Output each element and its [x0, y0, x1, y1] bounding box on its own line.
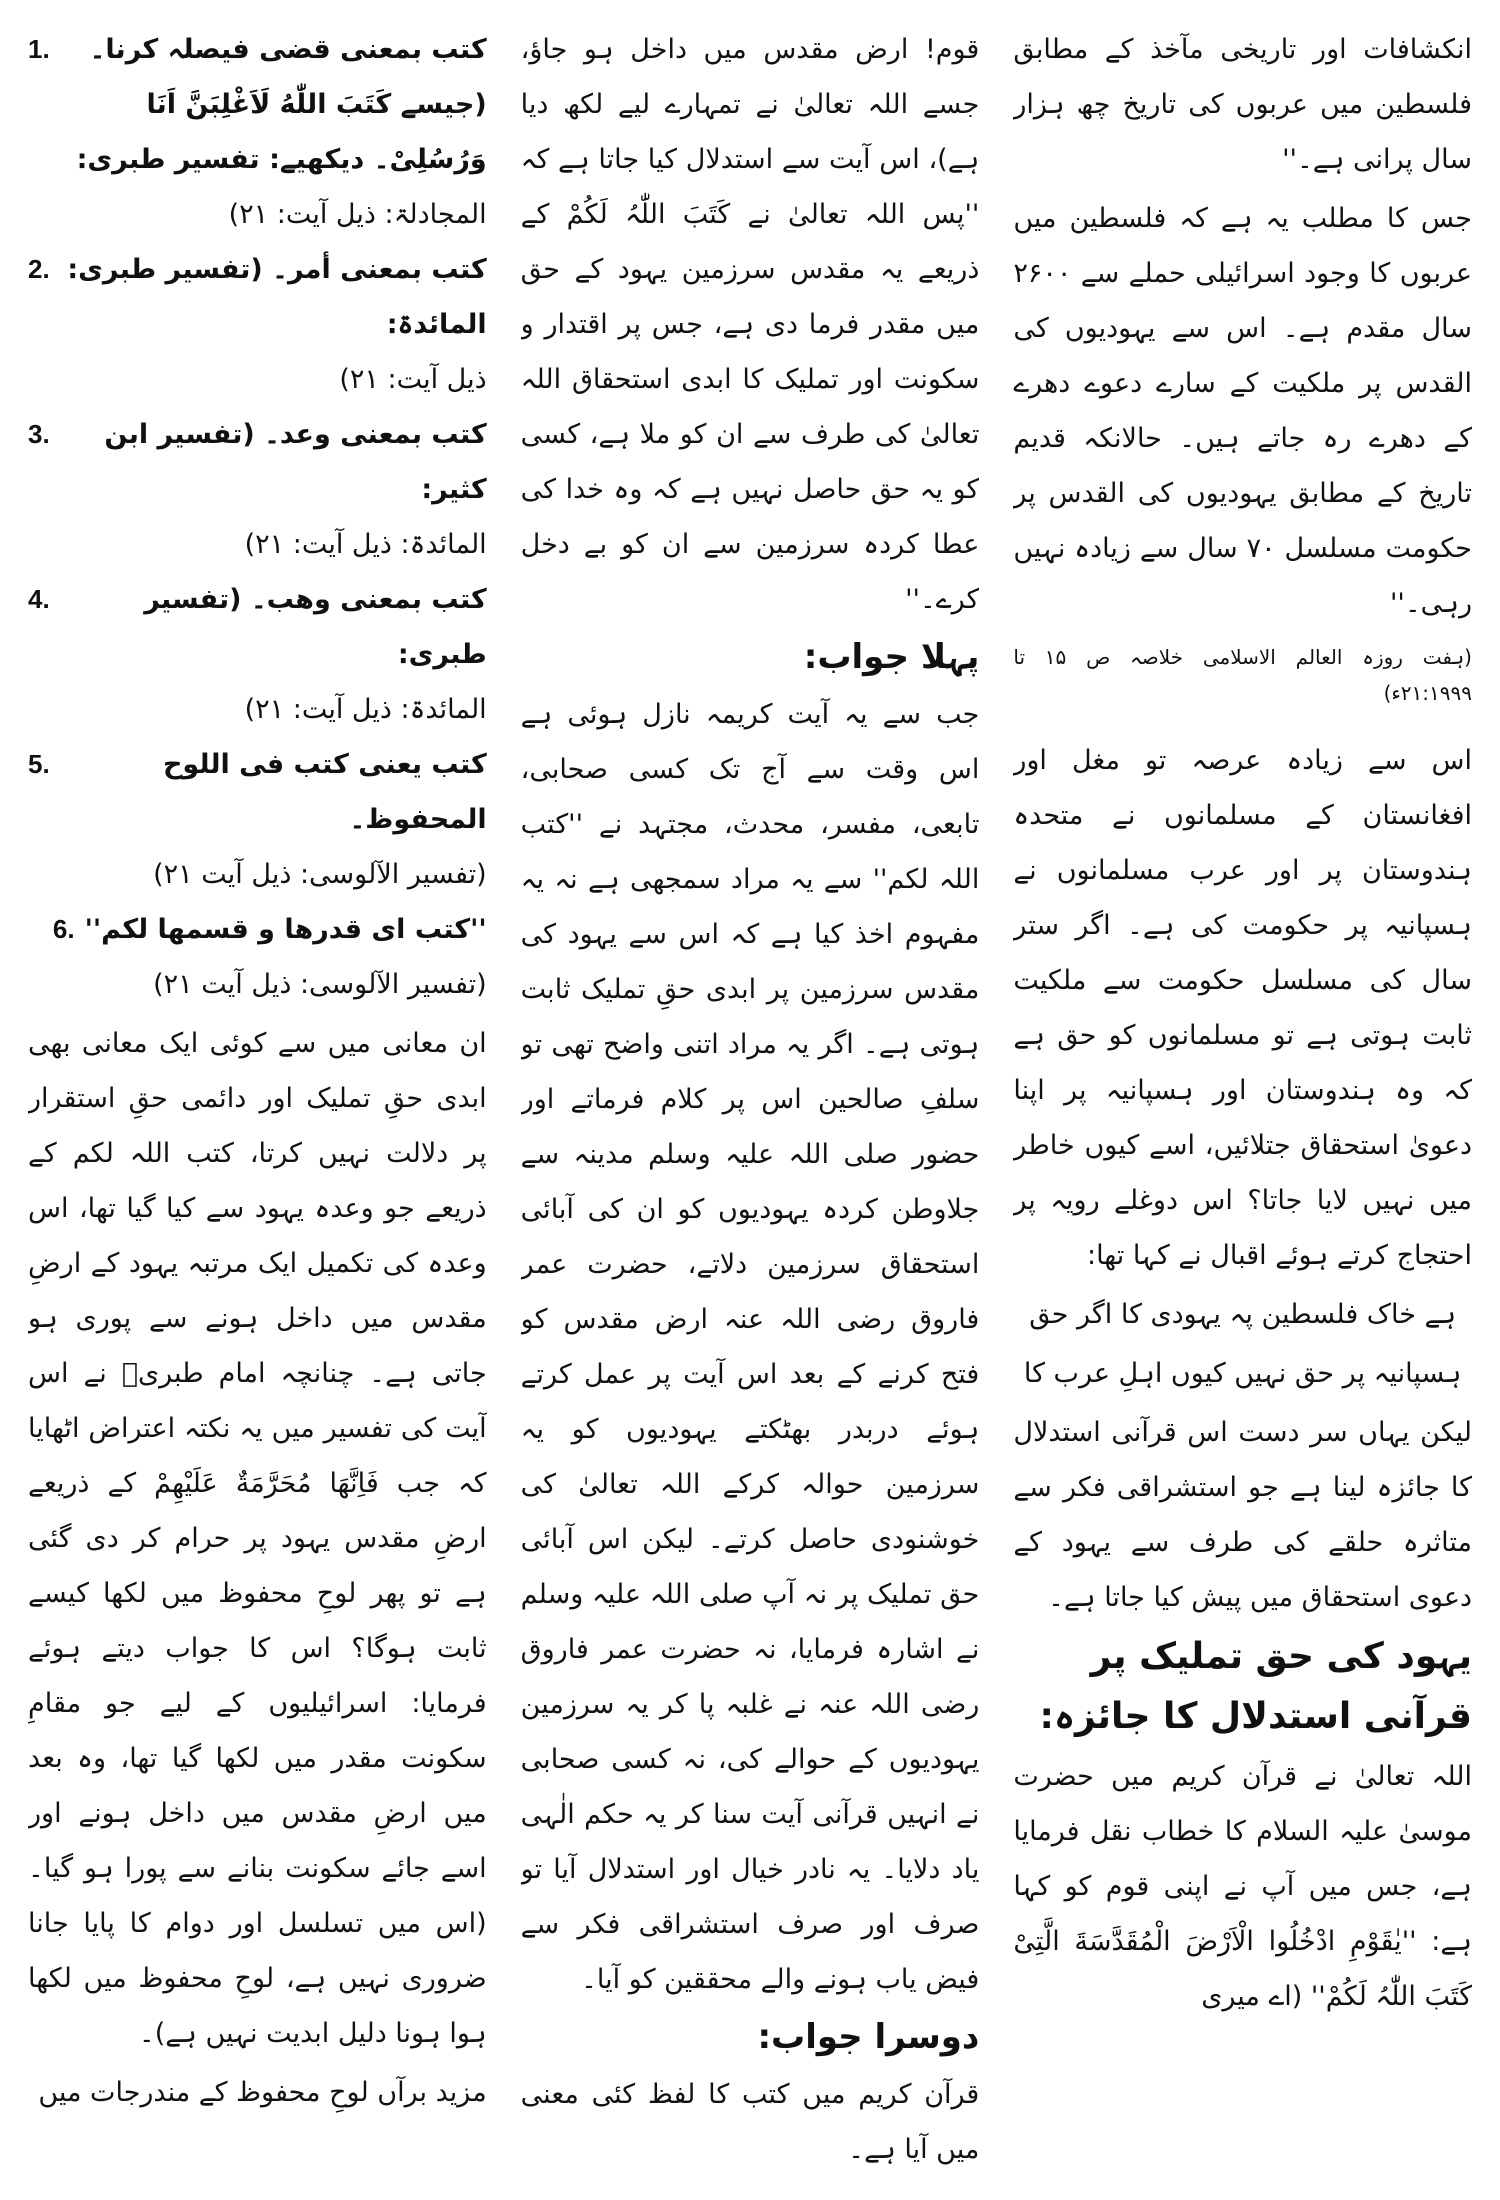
column-right — [1013, 22, 1472, 2182]
column-middle — [521, 22, 980, 2182]
list-item-number: 1. — [28, 34, 50, 64]
section-heading: دوسرا جواب: — [757, 2017, 980, 2057]
list-item — [28, 737, 487, 847]
list-item-number: 3. — [28, 419, 50, 449]
list-item-text: کتب بمعنی قضی فیصلہ کرنا۔ (جیسے كَتَبَ اللّٰهُ لَاَغْلِبَنَّ اَنَا وَرُسُلِیْ۔ دیکھیے: تفسیر طبری: — [76, 34, 487, 175]
paragraph: جب سے یہ آیت کریمہ نازل ہوئی ہے اس وقت سے آج تک کسی صحابی، تابعی، مفسر، محدث، مجتہد نے ''کتب اللہ لکم'' سے یہ مراد سمجھی ہے نہ یہ مفہوم اخذ کیا ہے کہ اس سے یہود کی مقدس سرزمین پر ابدی حقِ تملیک ثابت ہوتی ہے۔ اگر یہ مراد اتنی واضح تھی تو سلفِ صالحین اس پر کلام فرماتے اور حضور صلی اللہ علیہ وسلم مدینہ سے جلاوطن کردہ یہودیوں کو ان کی آبائی استحقاق سرزمین دلاتے، حضرت عمر فاروق رضی اللہ عنہ ارض مقدس کو فتح کرنے کے بعد اس آیت پر عمل کرتے ہوئے دربدر بھٹکتے یہودیوں کو یہ سرزمین حوالہ کرکے اللہ تعالیٰ کی خوشنودی حاصل کرتے۔ لیکن اس آبائی حق تملیک پر نہ آپ صلی اللہ علیہ وسلم نے اشارہ فرمایا، نہ حضرت عمر فاروق رضی اللہ عنہ نے غلبہ پا کر یہ سرزمین یہودیوں کے حوالے کی، نہ کسی صحابی نے انہیں قرآنی آیت سنا کر یہ حکم الٰہی یاد دلایا۔ یہ نادر خیال اور استدلال آیا تو صرف اور صرف استشراقی فکر سے فیض یاب ہونے والے محققین کو آیا۔ — [520, 699, 980, 1995]
paragraph: جس کا مطلب یہ ہے کہ فلسطین میں عربوں کا وجود اسرائیلی حملے سے ۲۶۰۰ سال مقدم ہے۔ اس سے یہودیوں کی القدس پر ملکیت کے سارے دعوے دھرے کے دھرے رہ جاتے ہیں۔ حالانکہ قدیم تاریخ کے مطابق یہودیوں کی القدس پر حکومت مسلسل ۷۰ سال سے زیادہ نہیں رہی۔'' — [1013, 203, 1472, 619]
section-heading: پہلا جواب: — [803, 637, 980, 677]
list-item-number: 2. — [28, 254, 50, 284]
list-item-reference: المجادلۃ: ذیل آیت: ۲۱) — [228, 199, 487, 230]
list-item-reference: المائدۃ: ذیل آیت: ۲۱) — [244, 529, 487, 560]
list-item — [28, 902, 487, 957]
list-item-text: کتب بمعنی وعد۔ (تفسیر ابن کثیر: — [104, 419, 487, 505]
list-item-number: 6. — [52, 914, 75, 944]
list-item-reference: (تفسیر الآلوسی: ذیل آیت ۲۱) — [153, 969, 487, 1000]
list-item-text: کتب بمعنی وھب۔ (تفسیر طبری: — [144, 584, 487, 670]
list-item-reference: المائدۃ: ذیل آیت: ۲۱) — [244, 694, 487, 725]
paragraph: انکشافات اور تاریخی مآخذ کے مطابق فلسطین میں عربوں کی تاریخ چھ ہزار سال پرانی ہے۔'' — [1013, 34, 1472, 175]
paragraph: مزید برآں لوحِ محفوظ کے مندرجات میں — [38, 2077, 487, 2108]
paragraph: لیکن یہاں سر دست اس قرآنی استدلال کا جائزہ لینا ہے جو استشراقی فکر سے متاثرہ حلقے کی طرف سے یہود کے دعوی استحقاق میں پیش کیا جاتا ہے۔ — [1013, 1417, 1472, 1613]
list-item-text: کتب یعنی کتب فی اللوح المحفوظ۔ — [162, 749, 487, 835]
source-citation: (ہفت روزہ العالم الاسلامی خلاصہ ص ۱۵ تا ۲۱:۱۹۹۹ء) — [1013, 645, 1472, 705]
poem-verse: ہے خاک فلسطین پہ یہودی کا اگر حق — [1029, 1299, 1457, 1330]
list-item-number: 4. — [28, 584, 50, 614]
paragraph: قوم! ارض مقدس میں داخل ہو جاؤ، جسے اللہ تعالیٰ نے تمہارے لیے لکھ دیا ہے)، اس آیت سے استدلال کیا جاتا ہے کہ ''پس اللہ تعالیٰ نے کَتَبَ اللّٰہُ لَکُمْ کے ذریعے یہ مقدس سرزمین یہود کے حق میں مقدر فرما دی ہے، جس پر اقتدار و سکونت اور تملیک کا ابدی استحقاق اللہ تعالیٰ کی طرف سے ان کو ملا ہے، کسی کو یہ حق حاصل نہیں ہے کہ وہ خدا کی عطا کردہ سرزمین سے ان کو بے دخل کرے۔'' — [520, 34, 980, 615]
paragraph: اس سے زیادہ عرصہ تو مغل اور افغانستان کے مسلمانوں نے متحدہ ہندوستان پر اور عرب مسلمانوں نے ہسپانیہ پر حکومت کی ہے۔ اگر ستر سال کی مسلسل حکومت سے ملکیت ثابت ہوتی ہے تو مسلمانوں کو حق ہے کہ وہ ہندوستان اور ہسپانیہ پر اپنا دعویٰ استحقاق جتلائیں، اسے کیوں خاطر میں نہیں لایا جاتا؟ اس دوغلے رویہ پر احتجاج کرتے ہوئے اقبال نے کہا تھا: — [1013, 745, 1472, 1271]
list-item — [28, 242, 487, 352]
poem-verse: ہسپانیہ پر حق نہیں کیوں اہلِ عرب کا — [1023, 1358, 1462, 1389]
column-left — [28, 22, 487, 2182]
list-item-text: ''کتب ای قدرھا و قسمھا لکم'' — [84, 914, 487, 945]
list-item — [28, 22, 487, 187]
list-item-reference: (تفسیر الآلوسی: ذیل آیت ۲۱) — [153, 859, 487, 890]
paragraph: قرآن کریم میں کتب کا لفظ کئی معنی میں آیا ہے۔ — [520, 2079, 980, 2165]
newspaper-page — [28, 22, 1472, 2182]
list-item — [28, 572, 487, 682]
list-item-reference: ذیل آیت: ۲۱) — [339, 364, 487, 395]
section-heading: یہود کی حق تملیک پر قرآنی استدلال کا جائزہ: — [1039, 1636, 1472, 1737]
list-item-number: 5. — [28, 749, 50, 779]
list-item — [28, 407, 487, 517]
paragraph: ان معانی میں سے کوئی ایک معانی بھی ابدی حقِ تملیک اور دائمی حقِ استقرار پر دلالت نہیں کرتا، کتب اللہ لکم کے ذریعے جو وعدہ یہود سے کیا گیا تھا، اس وعدہ کی تکمیل ایک مرتبہ یہود کے ارضِ مقدس میں داخل ہونے سے پوری ہو جاتی ہے۔ چنانچہ امام طبریؒ نے اس آیت کی تفسیر میں یہ نکتہ اعتراض اٹھایا کہ جب فَاِنَّهَا مُحَرَّمَةٌ عَلَيْهِمْ کے ذریعے ارضِ مقدس یہود پر حرام کر دی گئی ہے تو پھر لوحِ محفوظ میں لکھا کیسے ثابت ہوگا؟ اس کا جواب دیتے ہوئے فرمایا: اسرائیلیوں کے لیے جو مقامِ سکونت مقدر میں لکھا گیا تھا، وہ بعد میں ارضِ مقدس میں داخل ہونے اور اسے جائے سکونت بنانے سے پورا ہو گیا۔ (اس میں تسلسل اور دوام کا پایا جانا ضروری نہیں ہے، لوحِ محفوظ میں لکھا ہوا ہونا دلیل ابدیت نہیں ہے)۔ — [28, 1028, 487, 2049]
list-item-text: کتب بمعنی أمر۔ (تفسیر طبری: المائدۃ: — [67, 254, 487, 340]
paragraph: اللہ تعالیٰ نے قرآن کریم میں حضرت موسیٰ علیہ السلام کا خطاب نقل فرمایا ہے، جس میں آپ نے اپنی قوم کو کہا ہے: ''یٰقَوْمِ ادْخُلُوا الْاَرْضَ الْمُقَدَّسَةَ الَّتِیْ کَتَبَ اللّٰہُ لَکُمْ'' (اے میری — [1013, 1761, 1472, 2012]
